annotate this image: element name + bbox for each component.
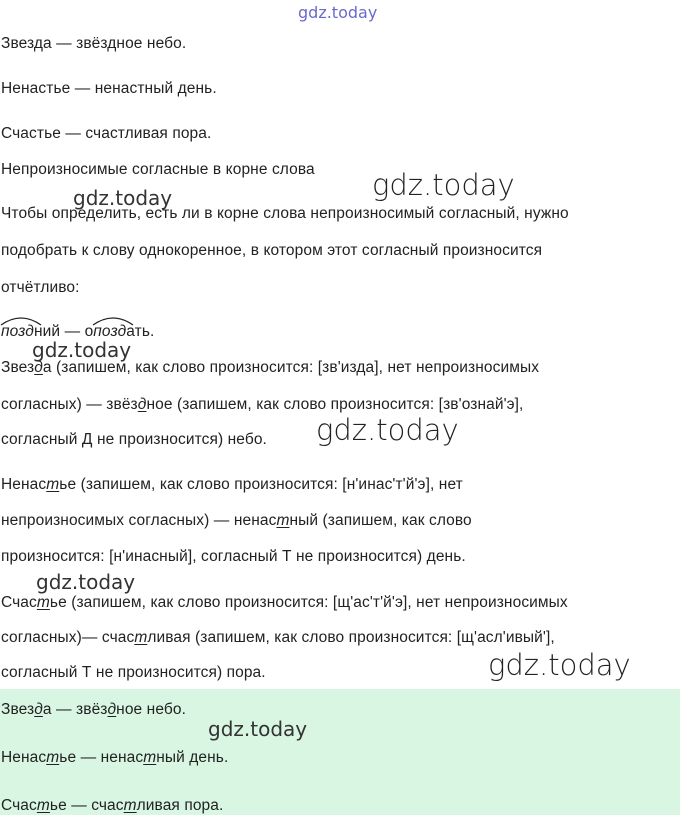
watermark-2: gdz.today (372, 168, 515, 202)
unpronounced-letter: д (107, 701, 117, 718)
watermark-7: gdz.today (208, 717, 308, 741)
example-line-2: Ненастье — ненастный день. (1, 80, 217, 97)
watermark-3: gdz.today (32, 338, 132, 362)
example-line-1: Звезда — звёздное небо. (1, 35, 187, 52)
analysis-1a: Звезда (запишем, как слово произносится: [зв'изда], нет непроизносимых (1, 359, 540, 376)
answer-line-1: Звезда — звёздное небо. (1, 701, 186, 718)
analysis-2b: непроизносимых согласных) — ненастный (запишем, как слово (1, 512, 472, 529)
unpronounced-letter: т (123, 797, 137, 814)
analysis-1b: согласных) — звёздное (запишем, как слово произносится: [зв'ознай'э], (1, 396, 524, 413)
rule-text-2: подобрать к слову однокоренное, в котором этот согласный произносится (1, 242, 543, 259)
root-arc-1 (0, 314, 43, 326)
watermark-6: gdz.today (488, 648, 631, 682)
watermark-top: gdz.today (298, 3, 378, 22)
root-arc-2 (91, 314, 135, 326)
analysis-2c: произносится: [н'инасный], согласный Т не произносится) день. (1, 548, 466, 565)
rule-text-3: отчётливо: (1, 279, 80, 296)
example-line-3: Счастье — счастливая пора. (1, 125, 212, 142)
watermark-5: gdz.today (36, 570, 136, 594)
analysis-1c: согласный Д не произносится) небо. (1, 431, 267, 448)
answer-line-2: Ненастье — ненастный день. (1, 749, 229, 766)
rule-example-end: ать. (126, 323, 155, 340)
root-arc-word-1 (1, 323, 34, 341)
unpronounced-letter: д (137, 396, 147, 413)
watermark-1: gdz.today (73, 186, 173, 210)
analysis-2a: Ненастье (запишем, как слово произносится: [н'инас'т'й'э], нет (1, 476, 463, 493)
unpronounced-letter: т (276, 512, 290, 529)
unpronounced-letter: д (34, 701, 43, 718)
unpronounced-letter: т (46, 476, 60, 493)
analysis-3c: согласный Т не произносится) пора. (1, 664, 266, 681)
rule-title: Непроизносимые согласные в корне слова (1, 161, 315, 178)
root-1: позд (1, 323, 34, 340)
unpronounced-letter: т (134, 629, 148, 646)
rule-example-mid: ний — о (33, 323, 94, 340)
unpronounced-letter: т (143, 749, 157, 766)
answer-line-3: Счастье — счастливая пора. (1, 797, 224, 814)
analysis-3a: Счастье (запишем, как слово произносится: [щ'ас'т'й'э], нет непроизносимых (1, 594, 568, 611)
unpronounced-letter: т (46, 749, 60, 766)
unpronounced-letter: д (34, 359, 43, 376)
rule-text-1: Чтобы определить, есть ли в корне слова непроизносимый согласный, нужно (1, 205, 569, 222)
watermark-4: gdz.today (316, 413, 459, 447)
analysis-3b: согласных)— счастливая (запишем, как слово произносится: [щ'асл'ивый'], (1, 629, 555, 646)
unpronounced-letter: т (36, 594, 50, 611)
unpronounced-letter: т (36, 797, 50, 814)
root-2: позд (93, 323, 127, 340)
